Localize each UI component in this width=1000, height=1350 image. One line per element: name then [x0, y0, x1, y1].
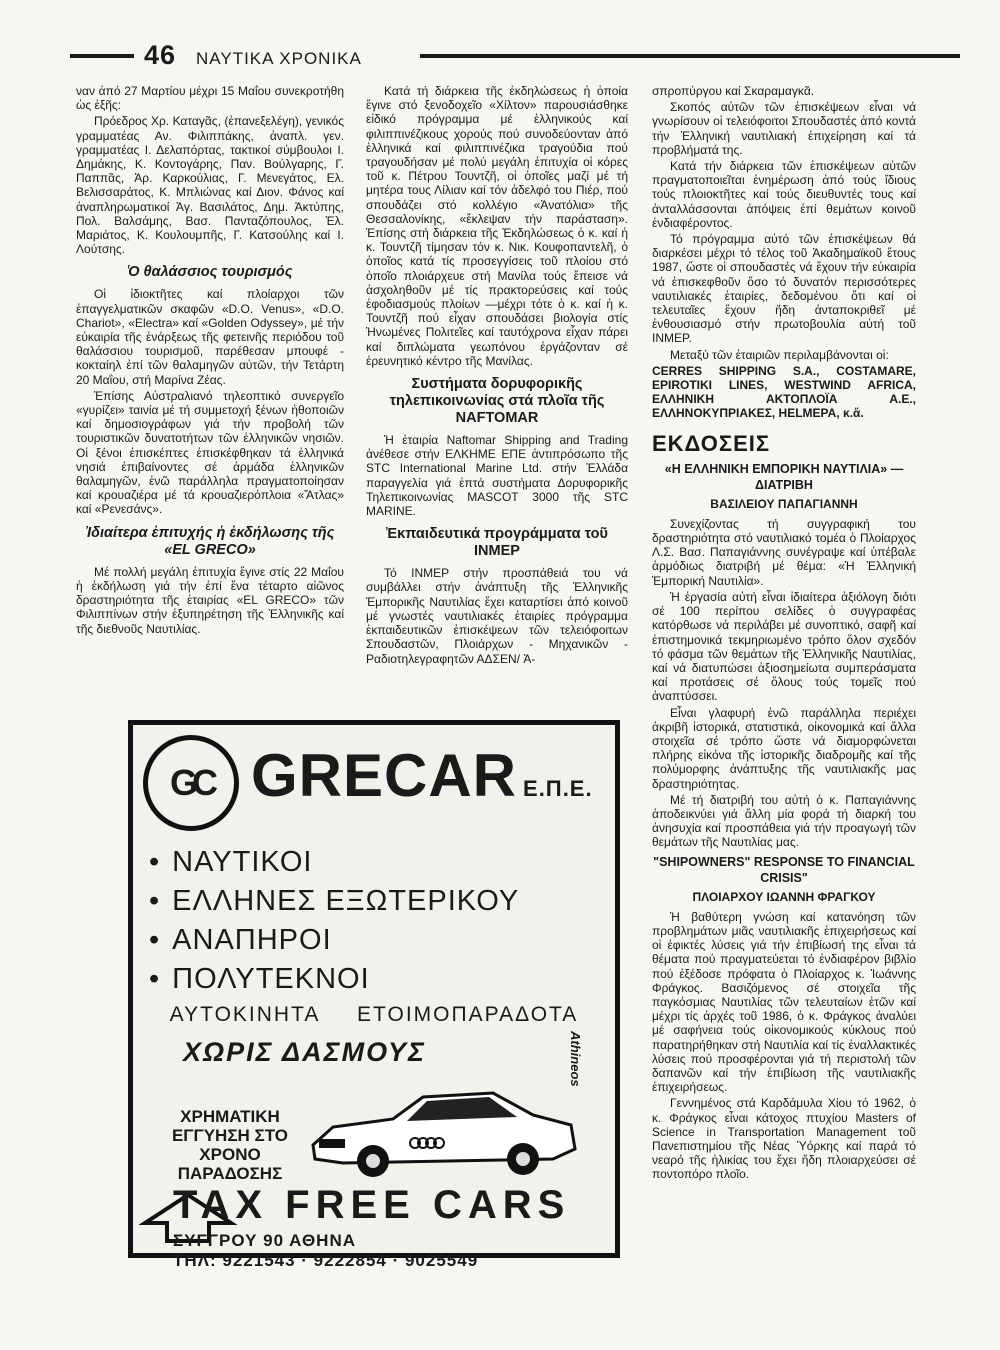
paragraph: Ἡ βαθύτερη γνώση καί κατανόηση τῶν προβλημάτων μιᾶς ναυτιλιακῆς ἐπιχειρήσεως καί οἱ ἐφικτές λύσεις γιά τήν ἐπιβίωσή της εἶναι τά θέματα πού πραγματεύεται τό ἐνδιαφέρον βιβλίο πού ἐξέδοσε πρόφατα ὁ Πλοίαρχος κ. Ἰωάννης Φράγκος. Βασιζόμενος σέ στοιχεῖα τῆς παγκόσμιας Ναυτιλίας τῶν τελευταίων ἐτῶν καί μέχρι τίς ἀρχές τοῦ 1986, ὁ κ. Φράγκος ἀναλύει μέ σαφήνεια τούς οἰκονομικούς κύκλους πού παρατηρήθηκαν στή Ναυτιλία καί τίς ἐναλλακτικές λύσεις πού προσφέρονται γιά τή περιστολή τῶν δαπανῶν καί τήν ἐπιβίωση τῆς ναυτιλιακῆς ἐπιχειρήσεως. — [652, 909, 916, 1095]
ad-ready-cars: ΑΥΤΟΚΙΝΗΤΑ ΕΤΟΙΜΟΠΑΡΑΔΟΤΑ — [169, 1003, 579, 1026]
ad-tagline: TAX FREE CARS — [173, 1183, 571, 1227]
paragraph: σπροπύργου καί Σκαραμαγκᾶ. — [652, 84, 815, 98]
column-middle — [366, 84, 628, 668]
ad-phone: ΤΗΛ: 9221543 · 9222854 · 9025549 — [173, 1251, 479, 1270]
article-heading: Συστήματα δορυφορικῆς τηλεπικοινωνίας στά πλοῖα τῆς NAFTOMAR — [389, 376, 605, 427]
paragraph: ναν ἀπό 27 Μαρτίου μέχρι 15 Μαΐου συνεκροτήθη ὡς ἑξῆς: — [76, 84, 344, 113]
paragraph: Μεταξύ τῶν ἑταιριῶν περιλαμβάνονται οἱ: — [670, 347, 889, 362]
header-rule-right — [420, 54, 960, 58]
paragraph: Συνεχίζοντας τή συγγραφική του δραστηριότητα στό ναυτιλιακό τομέα ὁ Πλοίαρχος Λ.Σ. Βασ. Παπαγιάννης συνέγραψε καί ὑπέβαλε ἁρμόδιως διατριβή μέ θέμα: «Ἡ Ἑλληνική Ἐμπορική Ναυτιλία». — [652, 516, 916, 588]
brand-name: GRECAR — [251, 742, 518, 809]
paragraph: Γεννημένος στά Καρδάμυλα Χίου τό 1962, ὁ κ. Φράγκος εἶναι κάτοχος πτυχίου Masters of Science in Transportation Management τοῦ Πανεπιστημίου τῆς Νέας Ὑόρκης καί παρά τό νεαρό τῆς ἡλικίας του ἔχει ἤδη πλοιαρχεύσει σέ ποντοπόρο πλοῖο. — [652, 1096, 916, 1182]
paragraph: Εἶναι γλαφυρή ἐνῶ παράλληλα περιέχει ἀκριβῆ ἱστορικά, στατιστικά, οἰκονομικά καί ἄλλα στοιχεῖα σέ τρόπο ὥστε νά διαμορφώνεται πλήρης εἰκόνα τῆς ἱστορικῆς διαδρομῆς καί τῆς πολύμορφης ἀνάπτυξης τῆς ναυτιλιακῆς μας δραστηριότητας. — [652, 705, 916, 791]
grecar-advertisement — [128, 720, 620, 1270]
ad-bullet-list — [149, 843, 519, 999]
page-number: 46 — [144, 40, 177, 70]
page-header — [70, 40, 960, 74]
company-list: CERRES SHIPPING S.A., COSTAMARE, EPIROTIKI LINES, WESTWIND AFRICA, ΕΛΛΗΝΙΚΗ ΑΚΤΟΠΛΟΪΑ Α.Ε., ΕΛΛΗΝΟΚΥΠΡΙΑΚΕΣ, HELMEPA, κ.ἄ. — [652, 363, 916, 421]
ad-bullet: • ΝΑΥΤΙΚΟΙ — [149, 843, 519, 882]
paragraph: Μέ πολλή μεγάλη ἐπιτυχία ἔγινε στίς 22 Μαΐου ἡ ἐκδήλωση γιά τήν ἐπί ἕνα τέταρτο αἰῶνος δραστηριότητα τῆς ἑταιρίας «EL GRECO» τῶν Φιλιππίνων στήν ἐξυπηρέτηση τῆς Ἑλληνικῆς καί τῆς διεθνοῦς Ναυτιλίας. — [76, 564, 344, 636]
book-author: ΠΛΟΙΑΡΧΟΥ ΙΩΑΝΝΗ ΦΡΑΓΚΟΥ — [692, 889, 876, 904]
paragraph: Τό INMEP στήν προσπάθειά του νά συμβάλλει στήν ἀνάπτυξη τῆς Ἑλληνικῆς Ἐμπορικῆς Ναυτιλίας ἔχει καταρτίσει ἀπό κοινοῦ μέ γνωστές ναυτιλιακές ἑταιρίες πρόγραμμα ἐκπαιδευτικῶν ἐπισκέψεων τῶν τελειόφοιτων Σπουδαστῶν, Πλοιάρχων - Μηχανικῶν - Ραδιοτηλεγραφητῶν ΑΔΣΕΝ/ Ἀ- — [366, 566, 628, 666]
paragraph: Ἡ ἐργασία αὐτή εἶναι ἰδιαίτερα ἀξιόλογη διότι σέ 100 περίπου σελίδες ὁ συγγραφέας κατόρθωσε νά περιλάβει μέ συνοπτικό, σαφῆ καί ἐπιστημονικά τεκμηριωμένο τρόπο ὅλον σχεδόν τό φάσμα τῶν θεμάτων τῆς Ἑλληνικῆς Ναυτιλίας, καί νά διατυπώσει ἀξιοσημείωτα συμπεράσματα καί προτάσεις σέ ὅλους τούς τομεῖς πού ἀναπτύσσει. — [652, 589, 916, 704]
paragraph: Μέ τή διατριβή του αὐτή ὁ κ. Παπαγιάννης ἀποδεικνύει γιά ἄλλη μία φορά τή διαρκή του ἀνησυχία καί προσπάθεια γιά τήν προαγωγή τῶν θεμάτων τῆς Ναυτιλίας μας. — [652, 792, 916, 850]
article-heading: Ὁ θαλάσσιος τουρισμός — [127, 264, 293, 281]
paragraph: Κατά τή διάρκεια τῆς ἐκδηλώσεως ἡ ὁποία ἔγινε στό ξενοδοχεῖο «Χίλτον» παρουσιάσθηκε εἰδικό πρόγραμμα μέ ἑλληνικούς καί φιλιππινέζικους χορούς πού συνοδεύονταν ἀπό ἑλληνικά καί φιλιππινέζικα τραγούδια πού τραγουδήσαν μέ πολύ μεγάλη ἐπιτυχία οἱ κόρες τοῦ κ. Πέτρου Τουντζῆ, οἱ ὁποῖες μαζί μέ τή μητέρα τους Λίλιαν καί τόν ἀδελφό του Πιέρ, πού σπουδάζει στό κολλέγιο «Ἀνατόλια» τῆς Θεσσαλονίκης, «ἔκλεψαν τήν παράσταση». Ἐπίσης στή διάρκεια τῆς Ἐκδηλώσεως ὁ κ. καί ἡ κ. Τουντζῆ τίμησαν τόν κ. Νικ. Κουφοπαντελῆ, ὁ ὁποῖος κατά τίς προσεγγίσεις τοῦ πλοίου στό ὁποῖο πλοιάρχευε στή Μανίλα τούς ἔπεισε νά ἀσχοληθοῦν μέ τίς πρακτορεύσεις καί τούς ἐφοδιασμούς πλοίων —μέχρι τότε ὁ κ. καί ἡ κ. Τουντζῆ πού εἶχαν σπουδάσει βιολογία στίς Ἡνωμένες Πολιτεῖες καί ταυτόχρονα εἶχαν πάρει καί διπλώματα γεωπόνου ἐργάζονταν σέ ἐρευνητικό κέντρο τῆς Μανίλας. — [366, 84, 628, 368]
brand-suffix: Ε.Π.Ε. — [523, 776, 593, 801]
paragraph: Κατά τήν διάρκεια τῶν ἐπισκέψεων αὐτῶν πραγματοποιεῖται ἐνημέρωση ἀπό τούς ἴδιους τούς πλοιοκτῆτες καί τούς διευθυντές τους καί ἀνταλλάσσονται ἀπόψεις ἐπί θεμάτων κοινοῦ ἐνδιαφέροντος. — [652, 159, 916, 230]
grecar-logo-icon — [143, 735, 239, 831]
article-heading: Ἐκπαιδευτικά προγράμματα τοῦ INMEP — [386, 526, 608, 560]
section-heading: ΕΚΔΟΣΕΙΣ — [652, 430, 771, 456]
ad-brand — [251, 741, 593, 810]
ad-bullet: • ΠΟΛΥΤΕΚΝΟΙ — [149, 960, 519, 999]
paragraph: Τό πρόγραμμα αὐτό τῶν ἐπισκέψεων θά διαρκέσει μέχρι τό τέλος τοῦ Ἀκαδημαϊκοῦ ἔτους 1987, ὥστε οἱ σπουδαστές νά ἔχουν τήν εὐκαιρία νά ἐπισκεφθοῦν ὅσο τό δυνατόν περισσότερες ναυτιλιακές ἑταιρίες, δεδομένου ὅτι καί οἱ τελευταῖες ἔχουν ἤδη ἀνταποκριθεῖ μέ ἐνθουσιασμό στήν πρωτοβουλία αὐτή τοῦ INMEP. — [652, 232, 916, 346]
column-left — [76, 84, 344, 638]
ad-address: ΣΥΓΓΡΟΥ 90 ΑΘΗΝΑ — [173, 1231, 357, 1250]
publication-title: ΝΑΥΤΙΚΑ ΧΡΟΝΙΚΑ — [196, 49, 362, 68]
logo-text: GC — [170, 762, 212, 803]
header-rule-left — [70, 54, 134, 58]
book-author: ΒΑΣΙΛΕΙΟΥ ΠΑΠΑΓΙΑΝΝΗ — [710, 496, 858, 511]
book-title: «Η ΕΛΛΗΝΙΚΗ ΕΜΠΟΡΙΚΗ ΝΑΥΤΙΛΙΑ» — ΔΙΑΤΡΙΒΗ — [664, 461, 904, 492]
paragraph: Οἱ ἰδιοκτῆτες καί πλοίαρχοι τῶν ἐπαγγελματικῶν σκαφῶν «D.O. Venus», «D.O. Chariot», «Electra» καί «Golden Odyssey», μέ τήν εὐκαιρία τῆς ἐνάρξεως τῆς φετεινῆς περιόδου τοῦ θαλάσσιου τουρισμοῦ, παρέθεσαν μπουφέ - κοκταίηλ ἐπί τῶν θαλαμηγῶν αὐτῶν, τήν Τετάρτη 20 Μαΐου, στή Μαρίνα Ζέας. — [76, 287, 344, 387]
car-illustration-icon — [303, 1075, 583, 1185]
ad-no-duties: ΧΩΡΙΣ ΔΑΣΜΟΥΣ — [183, 1037, 426, 1067]
paragraph: Ἡ ἑταιρία Naftomar Shipping and Trading ἀνέθεσε στήν ΕΛΚΗΜΕ ΕΠΕ ἀντιπρόσωπο τῆς STC International Marine Ltd. στήν Ἑλλάδα παραγγελία γιά ἑπτά συστήματα Δορυφορικῆς Τηλεπικοινωνίας MASCOT 3000 τῆς STC MARINE. — [366, 433, 628, 519]
paragraph: Ἐπίσης Αὐστραλιανό τηλεοπτικό συνεργεῖο «γυρίζει» ταινία μέ τή συμμετοχή ξένων ἠθοποιῶν καί δημοσιογράφων γιά τήν προβολή τῶν τουριστικῶν δυνατοτήτων τῶν ἑλληνικῶν νησιῶν. Οἱ ξένοι ἐπισκέπτες ἐπισκέφθηκαν τά ἑλληνικά νησιά ἐπιβαίνοντες σέ ἀρμάδα ἑλληνικῶν θαλαμηγῶν, ἐνῶ παράλληλα πραγματοποίησαν καί κρουαζιέρα μέ τά κρουαζιερόπλοια «Ἄτλας» καί «Ρενεσάνς». — [76, 388, 344, 517]
book-title: "SHIPOWNERS" RESPONSE TO FINANCIAL CRISIS" — [653, 854, 915, 885]
artist-signature: Athineos — [568, 1031, 583, 1087]
paragraph: Σκοπός αὐτῶν τῶν ἐπισκέψεων εἶναι νά γνωρίσουν οἱ τελειόφοιτοι Σπουδαστές ἀπό κοντά τήν Ἑλληνική ναυτιλιακή ἐπιχείρηση καί τά προβλήματά της. — [652, 100, 916, 157]
column-right — [652, 84, 916, 1184]
ad-finance-text: ΧΡΗΜΑΤΙΚΗ ΕΓΓΥΗΣΗ ΣΤΟ ΧΡΟΝΟ ΠΑΡΑΔΟΣΗΣ — [171, 1107, 289, 1183]
ad-bullet: • ΕΛΛΗΝΕΣ ΕΞΩΤΕΡΙΚΟΥ — [149, 882, 519, 921]
article-heading: Ἰδιαίτερα ἐπιτυχής ἡ ἐκδήλωσης τῆς «EL GRECO» — [85, 524, 335, 558]
paragraph: Πρόεδρος Χρ. Καταγᾶς, (ἐπανεξελέγη), γενικός γραμματέας Αν. Φιλιππάκης, ἀναπλ. γεν. γραμματέας Ι. Δελαπόρτας, τακτικοί σύμβουλοι Ι. Δημάκης, Κ. Κοντογάρης, Παν. Βούλγαρης, Γ. Παππᾶς, Ἀρ. Καρκούλιας, Γ. Μενεγάτος, Ελ. Βελισσαράτος, Κ. Μπλιώνας καί Διον. Φάνος καί ἀναπληρωματικοί Ἀγ. Βασιλάτος, Δημ. Ἀκτύπης, Πολ. Βαλσάμης, Βασ. Πανταζόπουλος, Ἐλ. Μαριάτος, Κ. Κουλουμπῆς, Γ. Κατσούλης καί Ι. Λούτσης. — [76, 114, 344, 257]
ad-bullet: • ΑΝΑΠΗΡΟΙ — [149, 921, 519, 960]
